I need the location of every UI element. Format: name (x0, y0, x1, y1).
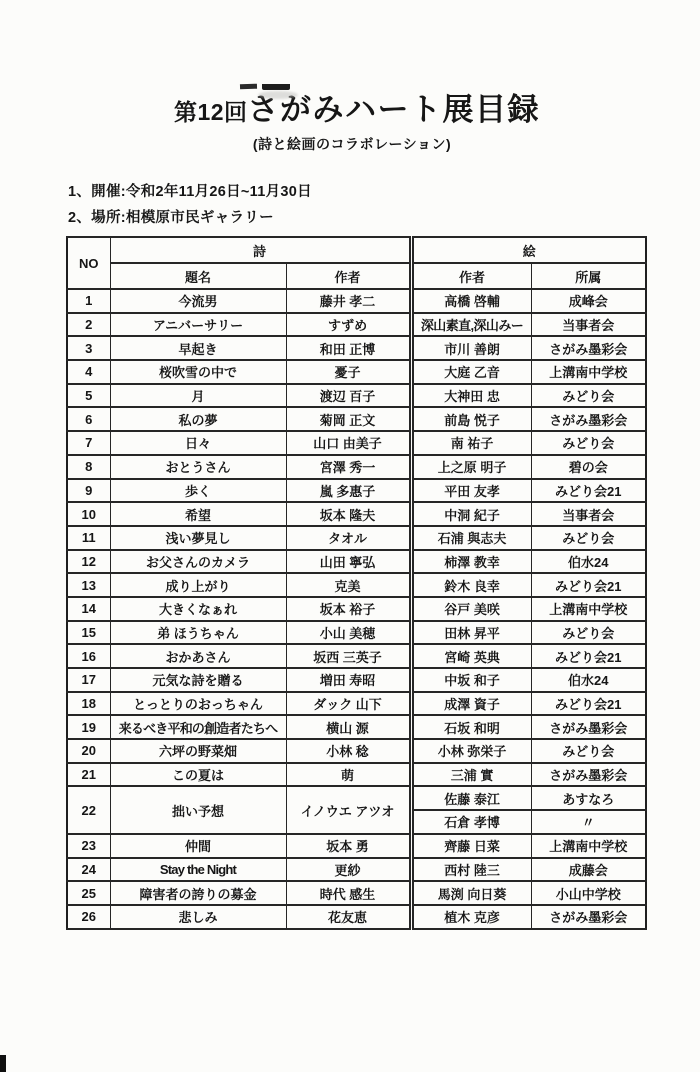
art-author: 市川 善朗 (411, 336, 531, 360)
table-row (67, 455, 646, 479)
row-number: 8 (67, 455, 110, 479)
header-poem-group: 詩 (110, 237, 411, 263)
row-number: 12 (67, 550, 110, 574)
header-affiliation: 所属 (531, 263, 646, 289)
title-prefix: 第12回 (173, 99, 248, 125)
poem-author: 渡辺 百子 (286, 384, 411, 408)
table-row (67, 668, 646, 692)
art-affiliation: みどり会21 (531, 573, 646, 597)
table-row (67, 621, 646, 645)
poem-title: おかあさん (110, 644, 286, 668)
table-row (67, 384, 646, 408)
poem-author: 嵐 多惠子 (286, 479, 411, 503)
poem-author: 藤井 孝二 (286, 289, 411, 313)
row-number: 1 (67, 289, 110, 313)
table-row (67, 407, 646, 431)
header-poem-title: 題名 (110, 263, 286, 289)
poem-title: 元気な詩を贈る (110, 668, 286, 692)
art-author: 齊藤 日菜 (411, 834, 531, 858)
scan-artifact-top-2 (262, 84, 290, 90)
art-author: 成澤 資子 (411, 692, 531, 716)
table-row (67, 881, 646, 905)
table-row (67, 289, 646, 313)
poem-author: 更紗 (286, 858, 411, 882)
art-author: 小林 弥栄子 (411, 739, 531, 763)
row-number: 6 (67, 407, 110, 431)
table-row (67, 360, 646, 384)
art-affiliation: 上溝南中学校 (531, 834, 646, 858)
poem-title: 歩く (110, 479, 286, 503)
scan-artifact-corner (0, 1055, 6, 1072)
poem-title: 来るべき平和の創造者たちへ (110, 715, 286, 739)
art-author: 高橋 啓輔 (411, 289, 531, 313)
row-number: 16 (67, 644, 110, 668)
header-no: NO (67, 237, 110, 289)
poem-author: 和田 正博 (286, 336, 411, 360)
art-affiliation: みどり会 (531, 621, 646, 645)
art-affiliation: みどり会 (531, 431, 646, 455)
poem-author: 宮澤 秀一 (286, 455, 411, 479)
table-row (67, 573, 646, 597)
poem-author: 坂本 勇 (286, 834, 411, 858)
title-main: さがみハート展目録 (247, 92, 541, 127)
row-number: 21 (67, 763, 110, 787)
row-number: 24 (67, 858, 110, 882)
poem-author: 横山 源 (286, 715, 411, 739)
art-author: 前島 悦子 (411, 407, 531, 431)
scan-artifact-smudge (258, 91, 298, 99)
poem-author: 萌 (286, 763, 411, 787)
table-row (67, 786, 646, 810)
poem-author: 時代 感生 (286, 881, 411, 905)
row-number: 26 (67, 905, 110, 929)
poem-title: Stay the Night (110, 858, 286, 882)
poem-author: タオル (286, 526, 411, 550)
header-art-author: 作者 (411, 263, 531, 289)
art-affiliation: さがみ墨彩会 (531, 407, 646, 431)
art-author: 大庭 乙音 (411, 360, 531, 384)
page-title (0, 84, 700, 129)
table-row (67, 834, 646, 858)
poem-author: 憂子 (286, 360, 411, 384)
art-affiliation: さがみ墨彩会 (531, 905, 646, 929)
art-affiliation: みどり会 (531, 739, 646, 763)
poem-author: 克美 (286, 573, 411, 597)
art-author: 三浦 實 (411, 763, 531, 787)
poem-title: おとうさん (110, 455, 286, 479)
table-row (67, 502, 646, 526)
art-affiliation: みどり会21 (531, 692, 646, 716)
poem-title: 成り上がり (110, 573, 286, 597)
art-affiliation: 当事者会 (531, 313, 646, 337)
row-number: 11 (67, 526, 110, 550)
poem-title: 今流男 (110, 289, 286, 313)
art-affiliation: 上溝南中学校 (531, 597, 646, 621)
scan-artifact-top-1 (240, 84, 257, 90)
art-affiliation: 成峰会 (531, 289, 646, 313)
table-row (67, 431, 646, 455)
art-author: 石浦 與志夫 (411, 526, 531, 550)
table-row (67, 763, 646, 787)
poem-title: 弟 ほうちゃん (110, 621, 286, 645)
art-author: 鈴木 良幸 (411, 573, 531, 597)
art-affiliation: 〃 (531, 810, 646, 834)
art-affiliation: 成藤会 (531, 858, 646, 882)
art-affiliation: みどり会 (531, 526, 646, 550)
art-author: 上之原 明子 (411, 455, 531, 479)
row-number: 9 (67, 479, 110, 503)
poem-author: 小林 稔 (286, 739, 411, 763)
table-row (67, 336, 646, 360)
poem-title: 拙い予想 (110, 786, 286, 833)
art-affiliation: 小山中学校 (531, 881, 646, 905)
art-author: 平田 友孝 (411, 479, 531, 503)
document-page (0, 84, 700, 930)
poem-title: 私の夢 (110, 407, 286, 431)
table-row (67, 905, 646, 929)
poem-title: 浅い夢見し (110, 526, 286, 550)
row-number: 19 (67, 715, 110, 739)
poem-title: 大きくなぁれ (110, 597, 286, 621)
header-row-groups (67, 237, 646, 263)
art-affiliation: さがみ墨彩会 (531, 715, 646, 739)
art-affiliation: 当事者会 (531, 502, 646, 526)
art-author: 馬渕 向日葵 (411, 881, 531, 905)
table-row (67, 526, 646, 550)
poem-author: 花友恵 (286, 905, 411, 929)
poem-author: イノウエ アツオ (286, 786, 411, 833)
art-author: 石倉 孝博 (411, 810, 531, 834)
header-art-group: 絵 (411, 237, 646, 263)
catalog-table-body (67, 289, 646, 929)
poem-title: この夏は (110, 763, 286, 787)
row-number: 22 (67, 786, 110, 833)
art-author: 植木 克彦 (411, 905, 531, 929)
art-affiliation: 碧の会 (531, 455, 646, 479)
info-line-place: 2、場所:相模原市民ギャラリー (68, 210, 274, 226)
art-affiliation: 伯水24 (531, 668, 646, 692)
poem-title: 日々 (110, 431, 286, 455)
art-author: 中洞 紀子 (411, 502, 531, 526)
row-number: 3 (67, 336, 110, 360)
poem-author: 坂本 隆夫 (286, 502, 411, 526)
poem-title: 障害者の誇りの募金 (110, 881, 286, 905)
table-row (67, 550, 646, 574)
poem-author: 増田 寿昭 (286, 668, 411, 692)
art-affiliation: みどり会21 (531, 479, 646, 503)
poem-author: 菊岡 正文 (286, 407, 411, 431)
poem-title: お父さんのカメラ (110, 550, 286, 574)
poem-author: 坂西 三英子 (286, 644, 411, 668)
table-row (67, 739, 646, 763)
art-author: 田林 昇平 (411, 621, 531, 645)
table-row (67, 644, 646, 668)
catalog-table (66, 236, 647, 930)
info-line-date: 1、開催:令和2年11月26日~11月30日 (68, 184, 312, 200)
table-row (67, 313, 646, 337)
art-affiliation: みどり会 (531, 384, 646, 408)
art-affiliation: 上溝南中学校 (531, 360, 646, 384)
poem-author: ダック 山下 (286, 692, 411, 716)
poem-title: 月 (110, 384, 286, 408)
header-poem-author: 作者 (286, 263, 411, 289)
poem-title: 桜吹雪の中で (110, 360, 286, 384)
row-number: 15 (67, 621, 110, 645)
poem-author: 小山 美穂 (286, 621, 411, 645)
art-affiliation: さがみ墨彩会 (531, 336, 646, 360)
poem-author: 山田 寧弘 (286, 550, 411, 574)
row-number: 7 (67, 431, 110, 455)
art-author: 佐藤 泰江 (411, 786, 531, 810)
art-author: 南 祐子 (411, 431, 531, 455)
table-row (67, 858, 646, 882)
art-author: 宮崎 英典 (411, 644, 531, 668)
poem-title: 希望 (110, 502, 286, 526)
art-author: 柿澤 教幸 (411, 550, 531, 574)
row-number: 14 (67, 597, 110, 621)
row-number: 10 (67, 502, 110, 526)
row-number: 17 (67, 668, 110, 692)
row-number: 5 (67, 384, 110, 408)
art-author: 中坂 和子 (411, 668, 531, 692)
header-row-columns (67, 263, 646, 289)
poem-title: 六坪の野菜畑 (110, 739, 286, 763)
art-author: 西村 陸三 (411, 858, 531, 882)
poem-title: アニバーサリー (110, 313, 286, 337)
poem-title: 早起き (110, 336, 286, 360)
art-affiliation: あすなろ (531, 786, 646, 810)
poem-title: 悲しみ (110, 905, 286, 929)
table-row (67, 597, 646, 621)
art-affiliation: みどり会21 (531, 644, 646, 668)
art-author: 谷戸 美咲 (411, 597, 531, 621)
event-info (68, 179, 700, 231)
poem-author: 山口 由美子 (286, 431, 411, 455)
art-affiliation: さがみ墨彩会 (531, 763, 646, 787)
art-affiliation: 伯水24 (531, 550, 646, 574)
row-number: 25 (67, 881, 110, 905)
poem-title: とっとりのおっちゃん (110, 692, 286, 716)
table-row (67, 715, 646, 739)
row-number: 13 (67, 573, 110, 597)
table-row (67, 692, 646, 716)
row-number: 18 (67, 692, 110, 716)
row-number: 20 (67, 739, 110, 763)
table-row (67, 479, 646, 503)
poem-author: すずめ (286, 313, 411, 337)
art-author: 石坂 和明 (411, 715, 531, 739)
row-number: 2 (67, 313, 110, 337)
poem-author: 坂本 裕子 (286, 597, 411, 621)
art-author: 大神田 忠 (411, 384, 531, 408)
page-subtitle: (詩と絵画のコラボレーション) (252, 136, 452, 152)
art-author: 深山素直,深山みー (411, 313, 531, 337)
poem-title: 仲間 (110, 834, 286, 858)
row-number: 23 (67, 834, 110, 858)
row-number: 4 (67, 360, 110, 384)
